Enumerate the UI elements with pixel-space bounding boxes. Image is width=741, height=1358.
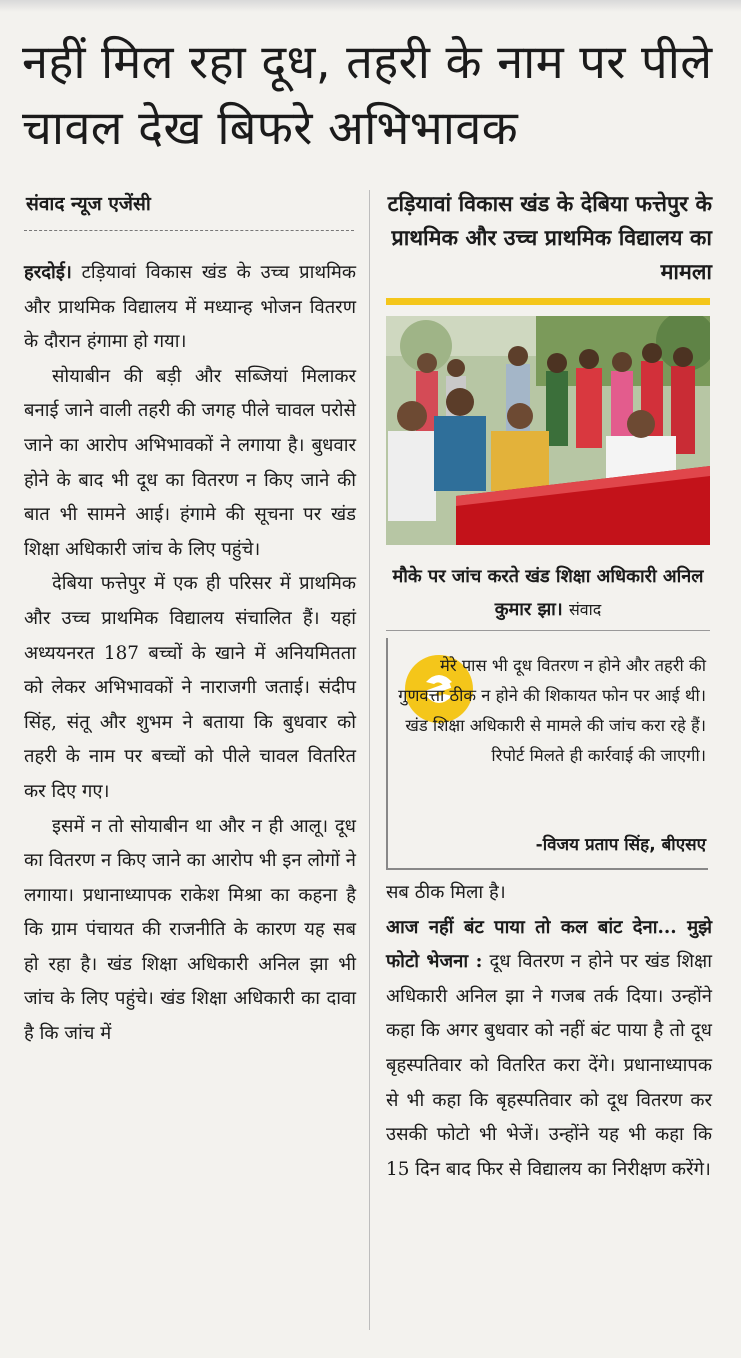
column-divider	[369, 190, 370, 1330]
caption-text: मौके पर जांच करते खंड शिक्षा अधिकारी अनिल कुमार झा।	[392, 566, 704, 620]
paragraph-text: टड़ियावां विकास खंड के उच्च प्राथमिक और प्राथमिक विद्यालय में मध्यान्ह भोजन वितरण के दौरान हंगामा हो गया।	[24, 262, 356, 353]
paragraph: देबिया फत्तेपुर में एक ही परिसर में प्राथमिक और उच्च प्राथमिक विद्यालय संचालित हैं। यहां अध्ययनरत 187 बच्चों के खाने में अनियमितता को लेकर अभिभावकों ने नाराजगी जताई। संदीप सिंह, संतू और शुभम ने बताया कि बुधवार को तहरी के नाम पर बच्चों को पीले चावल वितरित कर दिए गए।	[24, 573, 356, 802]
quote-attribution: -विजय प्रताप सिंह, बीएसए	[535, 835, 706, 855]
dateline: हरदोई।	[24, 262, 72, 283]
caption-divider	[386, 630, 710, 631]
photo-credit: संवाद	[568, 600, 602, 619]
headline: नहीं मिल रहा दूध, तहरी के नाम पर पीले चावल देख बिफरे अभिभावक	[22, 35, 713, 156]
deck-subheadline: टड़ियावां विकास खंड के देबिया फत्तेपुर के प्राथमिक और उच्च प्राथमिक विद्यालय का मामला	[387, 192, 712, 285]
paragraph: सोयाबीन की बड़ी और सब्जियां मिलाकर बनाई जाने वाली तहरी की जगह पीले चावल परोसे जाने का आरोप अभिभावकों ने लगाया है। बुधवार होने के बाद भी दूध का वितरण न किए जाने की बात भी सामने आई। हंगामे की सूचना पर खंड शिक्षा अधिकारी जांच के लिए पहुंचे।	[24, 365, 356, 560]
right-column	[386, 876, 712, 1187]
paragraph-text: दूध वितरण न होने पर खंड शिक्षा अधिकारी अनिल झा ने गजब तर्क दिया। उन्होंने कहा कि अगर बुधवार को नहीं बंट पाया है तो दूध बृहस्पतिवार को वितरित करा देंगे। प्रधानाध्यापक से भी कहा कि बृहस्पतिवार को दूध वितरण कर उसकी फोटो भी भेजें। उन्होंने यह भी कहा कि 15 दिन बाद फिर से विद्यालय का निरीक्षण करेंगे।	[386, 951, 712, 1180]
paragraph	[386, 911, 712, 1188]
news-photo	[386, 316, 710, 545]
paragraph: इसमें न तो सोयाबीन था और न ही आलू। दूध का वितरण न किए जाने का आरोप भी इन लोगों ने लगाया। प्रधानाध्यापक राकेश मिश्रा का कहना है कि ग्राम पंचायत की राजनीति के कारण यह सब हो रहा है। खंड शिक्षा अधिकारी अनिल झा भी जांच के लिए पहुंचे। खंड शिक्षा अधिकारी का दावा है कि जांच में	[24, 815, 356, 1045]
deck-accent-bar	[386, 298, 710, 305]
left-column	[24, 256, 356, 1052]
byline: संवाद न्यूज एजेंसी	[26, 193, 151, 215]
page-top-edge	[0, 0, 741, 12]
photo-illustration	[386, 316, 710, 545]
quote-text: मेरे पास भी दूध वितरण न होने और तहरी की गुणवत्ता ठीक न होने की शिकायत फोन पर आई थी। खंड शिक्षा अधिकारी से मामले की जांच करा रहे हैं। रिपोर्ट मिलते ही कार्रवाई की जाएगी।	[398, 656, 706, 765]
byline-divider	[24, 230, 354, 231]
paragraph	[24, 256, 356, 360]
subheading: आज नहीं बंट पाया तो कल बांट देना... मुझे फोटो भेजना :	[386, 916, 712, 973]
paragraph: सब ठीक मिला है।	[386, 882, 506, 903]
photo-caption	[386, 560, 710, 626]
